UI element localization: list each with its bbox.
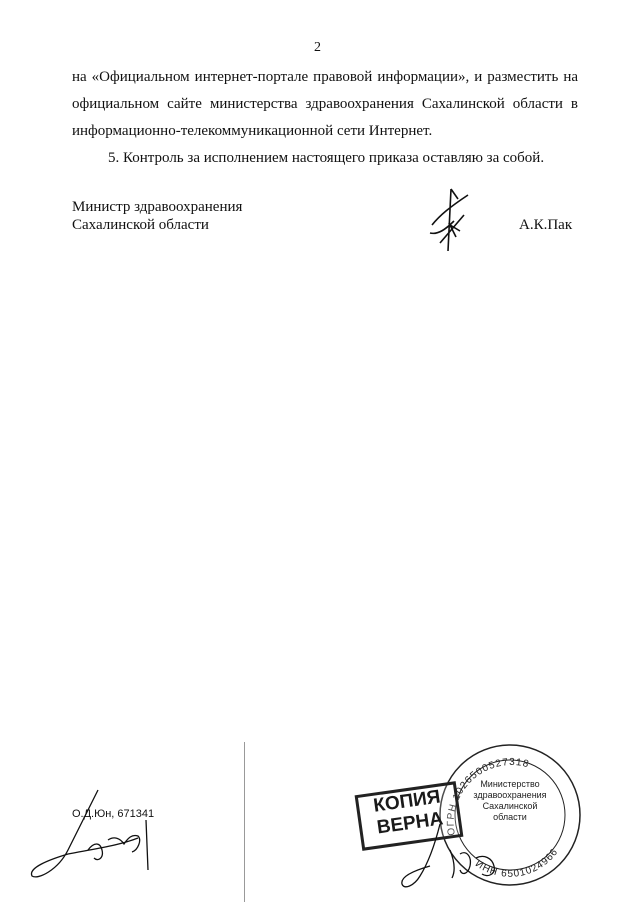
signatory-name: А.К.Пак [519, 217, 573, 233]
paragraph-line: на «Официальном интернет-портале правовой информации», и разместить на [72, 69, 578, 85]
seal-line: области [493, 812, 527, 822]
paragraph-publication [72, 64, 578, 145]
page-number: 2 [314, 40, 321, 55]
paragraph-line: официальном сайте министерства здравоохранения Сахалинской области в [72, 96, 578, 112]
signature-scribble [420, 185, 480, 255]
seal-line: здравоохранения [473, 790, 547, 800]
seal-ogrn: ОГРН 1026500527318 [445, 756, 531, 837]
signatory-title-line: Министр здравоохранения [72, 199, 243, 215]
executor-contact: О.Д.Юн, 671341 [72, 808, 155, 820]
signatory-title-line: Сахалинской области [72, 217, 209, 233]
certifier-signature [400, 820, 510, 900]
paragraph-control: 5. Контроль за исполнением настоящего приказа оставляю за собой. [108, 150, 545, 166]
stamp-line: ВЕРНА [375, 808, 445, 839]
seal-line: Сахалинской [482, 801, 538, 811]
seal-center-text [462, 779, 558, 823]
executor-signature [28, 780, 168, 890]
seal-inn: ИНН 6501024966 [473, 846, 561, 880]
fold-line [244, 742, 245, 902]
signatory-title [72, 198, 242, 234]
paragraph-line: информационно-телекоммуникационной сети Интернет. [72, 123, 433, 139]
seal-line: Министерство [480, 779, 540, 789]
stamp-line: КОПИЯ [372, 786, 442, 817]
